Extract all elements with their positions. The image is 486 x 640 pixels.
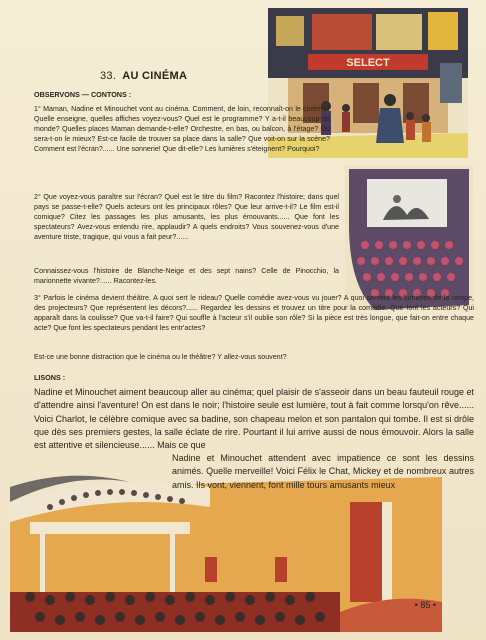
lisons-text-2: Nadine et Minouchet attendent avec impatience ce sont les dessins animés. Quelle merveille! Voici Félix le Chat, Mickey et de nombreux autres amis. Ils vont, viennent, font mille tours amusants mieux xyxy=(172,453,474,490)
observons-heading: OBSERVONS — CONTONS : xyxy=(34,90,132,99)
observons-paragraph-2b: Connaissez-vous l'histoire de Blanche-Neige et des sept nains? Celle de Pinocchio, la marionnette vivante?...... Racontez-les. xyxy=(34,267,339,285)
select-sign: SELECT xyxy=(346,57,390,69)
lesson-title xyxy=(100,70,187,82)
lesson-title-text: AU CINÉMA xyxy=(122,70,188,82)
observons-paragraph-2: 2° Que voyez-vous paraître sur l'écran? Quel est le titre du film? Racontez l'histoire; dans quel pays se passe-t-elle? Quels acteurs ont les principaux rôles? Que leur arrive-t-il? Le film est-il comique? Citez les passages les plus amusants, les plus émouvants...... Que font les spectateurs? Avez-vous entendu rire, applaudir? A quels endroits? Vous souvenez-vous d'une aventure triste, tragique, qui vous a fait peur?...... xyxy=(34,193,339,241)
observons-paragraph-1: 1° Maman, Nadine et Minouchet vont au cinéma. Comment, de loin, reconnaît-on le cinéma? Quelle enseigne, quelles affiches voyez-vous? Quel est le programme? Y a-t-il beaucoup de monde? Quelles places Maman demande-t-elle? Orchestre, en bas, ou balcon, à l'étage? Où sera-t-on le mieux? Est-ce facile de trouver sa place dans la salle? Que voit-on sur la scène? Comment est l'écran?...... Une sonnerie! Que dit-elle? Les lumières s'éteignent? Pourquoi? xyxy=(34,105,330,153)
lisons-text-1: Nadine et Minouchet aiment beaucoup aller au cinéma; quel plaisir de s'asseoir dans un beau fauteuil rouge et d'attendre ainsi l'aventure! On est dans le noir; l'histoire seule est lumière, tout à fait comme lorsqu'on rêve...... Voici Charlot, le célèbre comique avec sa badine, son chapeau melon et son pantalon qui tombe. Il est si drôle que dès ses premiers gestes, la salle éclate de rire. Pourtant il lui arrive aussi de nous émouvoir. Alors la salle est attentive et silencieuse...... Mais ce que xyxy=(34,387,474,451)
observons-paragraph-3b: Est-ce une bonne distraction que le cinéma ou le théâtre? Y allez-vous souvent? xyxy=(34,353,287,361)
lisons-heading: LISONS : xyxy=(34,373,66,382)
page-number: • 85 • xyxy=(414,600,436,610)
cinema-screen-illustration xyxy=(345,165,473,310)
lesson-number: 33. xyxy=(100,70,117,82)
observons-paragraph-3: 3° Parfois le cinéma devient théâtre. A quoi sert le rideau? Quelle comédie avez-vous vu jouer? A quoi servent les lumières de la rampe, des projecteurs? Que représentent les décors?...... Regardez les dessins et trouvez un titre pour la comédie. Que font les acteurs? Qui apparaît dans la coulisse? Que va-t-il faire? Qui souffle à l'acteur s'il oublie son rôle? Si la pièce est très longue, que fait-on entre chaque acte? Que font les spectateurs pendant les entr'actes? xyxy=(34,294,474,332)
